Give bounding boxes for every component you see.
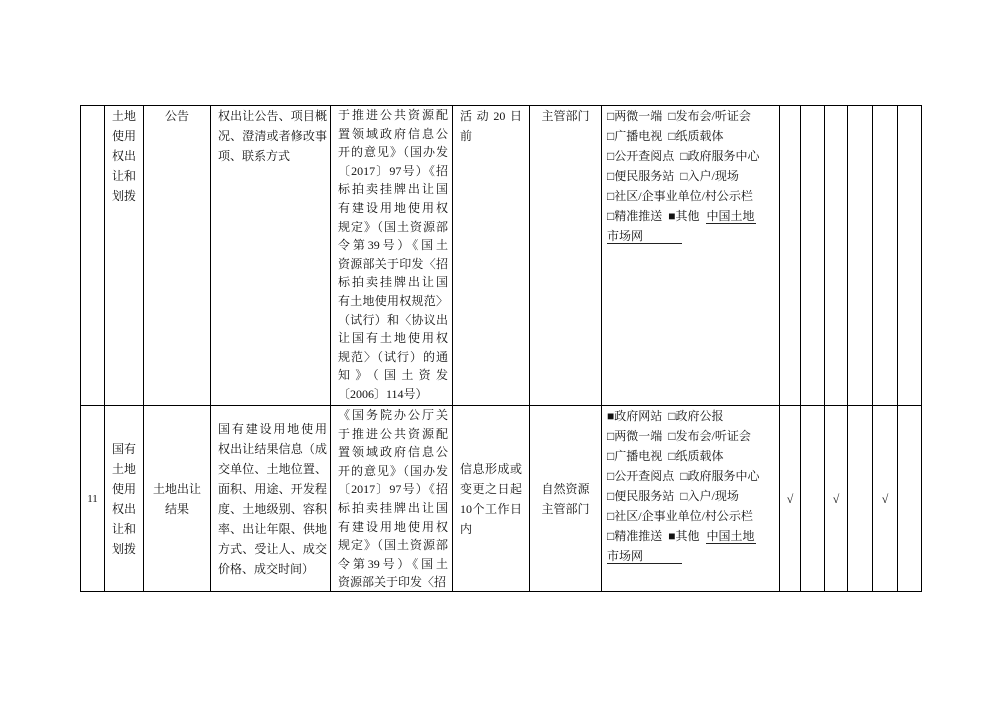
channel-options: □广播电视 □纸质载体 [607,449,724,463]
row1-mark-cell-6 [898,106,922,406]
item-line: 权出 [111,501,136,516]
item-line: 让和 [111,169,136,183]
row2-mark-cell-5 [873,406,898,592]
channel-options: □广播电视 □纸质载体 [607,129,724,143]
time-limit-line: 内 [460,521,473,536]
row2-channels-cell [602,406,780,592]
basis-line: 置领域政府信息公 [338,126,448,141]
basis-line: 〔2017〕97号）《招 [338,482,448,497]
row1-item-cell [105,106,144,406]
basis-line: 资源部关于印发〈招 [338,575,447,590]
item-line: 让和 [111,521,136,536]
content-line: 项、联系方式 [218,149,291,163]
basis-line: 有土地使用权规范〉 [338,293,448,308]
channel-options: □社区/企事业单位/村公示栏 [607,509,753,523]
time-limit-line: 10个工作日 [460,501,522,516]
basis-line: （试行）和〈协议出 [338,312,448,327]
row1-no-cell [81,106,105,406]
row2-mark-cell-6 [898,406,922,592]
channel-options: □公开查阅点 □政府服务中心 [607,469,760,483]
row1-mark-cell-3 [825,106,848,406]
row-number: 11 [87,492,98,505]
row1-mark-cell-4 [848,106,873,406]
row2-subitem-cell [144,406,211,592]
content-line: 方式、受让人、成交 [218,541,327,556]
other-channel-name: 市场网 [607,229,682,244]
department-line: 主管部门 [541,109,590,123]
content-line: 交单位、土地位置、 [218,461,327,476]
row2-mark-cell-1 [780,406,801,592]
basis-line: 规范〉（试行）的通 [338,349,448,364]
row1-mark-cell-1 [780,106,801,406]
basis-line: 资源部关于印发〈招 [338,256,448,271]
row1-mark-cell-5 [873,106,898,406]
channel-options: □精准推送 ■其他 [607,529,706,543]
item-line: 使用 [111,481,136,496]
basis-line: 标拍卖挂牌出让国 [338,182,448,197]
row2-basis-cell [331,406,453,592]
row2-mark-cell-2 [801,406,825,592]
department-line: 主管部门 [541,501,590,516]
basis-line: 知》（国土资发 [338,368,448,383]
basis-line: 有建设用地使用权 [338,200,448,215]
basis-line: 令第39号）《国土 [338,556,448,571]
content-line: 率、出让年限、供地 [218,521,327,536]
channel-options: □便民服务站 □入户/现场 [607,169,739,183]
subitem-line: 土地出让 [152,481,201,496]
basis-line: 规定》（国土资源部 [338,219,448,234]
basis-line: 〔2006〕114号） [338,386,428,401]
channel-line [607,526,777,546]
row2-time-limit-cell [453,406,530,592]
channel-line [607,206,777,226]
subitem-line: 结果 [164,501,189,516]
channel-line [607,446,777,466]
item-line: 土地 [111,109,136,123]
content-line: 权出让公告、项目概 [218,109,327,123]
item-line: 国有 [111,441,136,456]
basis-line: 标拍卖挂牌出让国 [338,500,448,515]
channel-options: ■政府网站 □政府公报 [607,409,724,423]
disclosure-table [80,105,922,592]
channel-line [607,166,777,186]
item-line: 划拨 [111,541,136,556]
channel-options: □公开查阅点 □政府服务中心 [607,149,760,163]
item-line: 权出 [111,149,136,163]
channel-line [607,226,777,246]
basis-line: 开的意见》（国办发 [338,463,448,478]
check-mark: √ [832,491,840,506]
basis-line: 让国有土地使用权 [338,331,448,346]
row2-mark-cell-4 [848,406,873,592]
content-line: 况、澄清或者修改事 [218,129,327,143]
channel-line [607,426,777,446]
channel-options: □两微一端 □发布会/听证会 [607,109,751,123]
check-mark: √ [786,491,794,506]
basis-line: 标拍卖挂牌出让国 [338,275,448,290]
channel-line [607,146,777,166]
subitem-line: 公告 [164,109,189,123]
other-channel-name: 市场网 [607,549,682,564]
channel-line [607,466,777,486]
channel-line [607,486,777,506]
check-mark: √ [881,491,889,506]
row1-content-cell [211,106,331,406]
channel-line [607,546,777,566]
department-line: 自然资源 [541,481,590,496]
channel-options: □精准推送 ■其他 [607,209,706,223]
basis-line: 于推进公共资源配 [338,426,448,441]
content-line: 价格、成交时间） [218,561,315,576]
item-line: 划拨 [111,189,136,203]
row1-time-limit-cell [453,106,530,406]
row1-basis-cell [331,106,453,406]
channel-line [607,126,777,146]
row1-channels-cell [602,106,780,406]
channel-options: □便民服务站 □入户/现场 [607,489,739,503]
basis-line: 置领域政府信息公 [338,445,448,460]
basis-line: 规定》（国土资源部 [338,538,448,553]
content-line: 度、土地级别、容积 [218,501,327,516]
basis-line: 〔2017〕97号）《招 [338,163,448,178]
channel-line [607,506,777,526]
basis-line: 开的意见》（国办发 [338,145,448,160]
channel-line [607,106,777,126]
row2-no-cell [81,406,105,592]
content-line: 面积、用途、开发程 [218,481,327,496]
basis-line: 《国务院办公厅关 [338,408,448,422]
other-channel-name: 中国土地 [706,529,755,543]
content-line: 权出让结果信息（成 [218,441,327,456]
time-limit-line: 前 [460,129,473,143]
row1-department-cell [530,106,602,406]
channel-line [607,186,777,206]
channel-line [607,406,777,426]
time-limit-line: 活动20日 [460,109,522,123]
basis-line: 于推进公共资源配 [338,108,448,122]
other-channel-name: 中国土地 [706,209,755,223]
row2-department-cell [530,406,602,592]
basis-line: 令第39号）《国土 [338,238,448,253]
item-line: 土地 [111,461,136,476]
channel-options: □社区/企事业单位/村公示栏 [607,189,753,203]
time-limit-line: 信息形成或 [460,461,522,476]
row2-content-cell [211,406,331,592]
content-line: 国有建设用地使用 [218,421,327,436]
basis-line: 有建设用地使用权 [338,519,448,534]
row2-mark-cell-3 [825,406,848,592]
row2-item-cell [105,406,144,592]
time-limit-line: 变更之日起 [460,481,522,496]
row1-mark-cell-2 [801,106,825,406]
item-line: 使用 [111,129,136,143]
row1-subitem-cell [144,106,211,406]
channel-options: □两微一端 □发布会/听证会 [607,429,751,443]
